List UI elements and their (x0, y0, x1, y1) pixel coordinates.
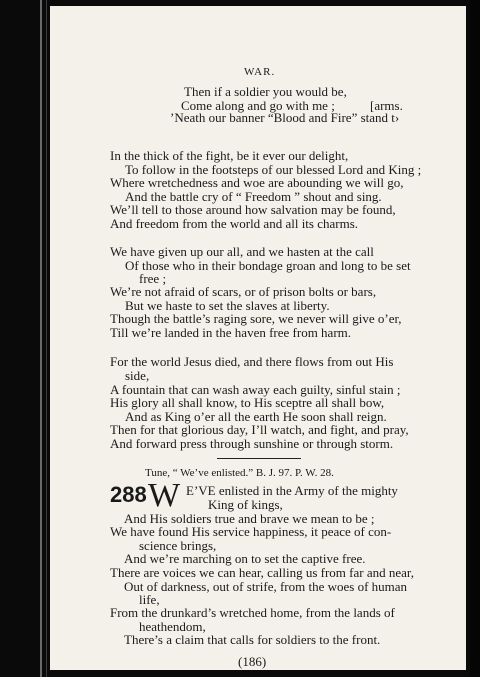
hymn-line: life, (139, 592, 160, 607)
chorus-line: ’Neath our banner “Blood and Fire” stand t› (170, 110, 400, 125)
verse-line: A fountain that can wash away each guilty, sinful stain ; (110, 382, 401, 397)
verse-line: Then for that glorious day, I’ll watch, and fight, and pray, (110, 422, 409, 437)
hymn-line: And His soldiers true and brave we mean to be ; (124, 511, 375, 526)
verse-line: Of those who in their bondage groan and long to be set (125, 258, 411, 273)
hymn-line: We have found His service happiness, it peace of con- (110, 524, 392, 539)
hymn-line: King of kings, (208, 497, 283, 512)
verse-line: And the battle cry of “ Freedom ” shout and sing. (125, 189, 382, 204)
verse-line: We have given up our all, and we hasten at the call (110, 244, 374, 259)
chorus-line: Come along and go with me ; (181, 98, 335, 113)
verse-line: And forward press through sunshine or through storm. (110, 436, 394, 451)
hymn-number: 288 (110, 482, 147, 507)
hymn-line: And we’re marching on to set the captive free. (124, 551, 366, 566)
hymn-line: From the drunkard’s wretched home, from the lands of (110, 605, 395, 620)
section-divider (217, 458, 301, 459)
verse-line: We’re not afraid of scars, or of prison bolts or bars, (110, 284, 377, 299)
verse-line: We’ll tell to those around how salvation may be found, (110, 202, 396, 217)
verse-line: Where wretchedness and woe are abounding we will go, (110, 175, 404, 190)
verse-line: free ; (139, 271, 167, 286)
page-title: WAR. (244, 66, 276, 78)
hymn-line: science brings, (139, 538, 217, 553)
page-number: (186) (238, 654, 267, 669)
drop-cap: W (148, 477, 181, 514)
tune-reference: Tune, “ We’ve enlisted.” B. J. 97. P. W. 28. (145, 467, 334, 479)
verse-line: To follow in the footsteps of our blessed Lord and King ; (125, 162, 422, 177)
chorus-line-overflow: [arms. (370, 98, 403, 113)
verse-line: And as King o’er all the earth He soon shall reign. (125, 409, 387, 424)
hymn-line: heathendom, (139, 619, 206, 634)
chorus-line: Then if a soldier you would be, (184, 84, 347, 99)
book-spine-shadow (470, 0, 480, 677)
binding-edge (40, 0, 42, 677)
verse-line: His glory all shall know, to His sceptre all shall bow, (110, 395, 385, 410)
hymn-line: There are voices we can hear, calling us from far and near, (110, 565, 414, 580)
verse-line: Till we’re landed in the haven free from harm. (110, 325, 352, 340)
verse-line: And freedom from the world and all its charms. (110, 216, 359, 231)
verse-line: side, (125, 368, 150, 383)
verse-line: In the thick of the fight, be it ever our delight, (110, 148, 349, 163)
verse-line: Though the battle’s raging sore, we never will give o’er, (110, 311, 402, 326)
verse-line: But we haste to set the slaves at liberty. (125, 298, 330, 313)
hymn-line: E’VE enlisted in the Army of the mighty (186, 483, 398, 498)
verse-line: For the world Jesus died, and there flows from out His (110, 354, 394, 369)
binding-edge-inner (46, 0, 47, 677)
hymn-line: There’s a claim that calls for soldiers to the front. (124, 632, 381, 647)
hymn-line: Out of darkness, out of strife, from the woes of human (124, 579, 408, 594)
